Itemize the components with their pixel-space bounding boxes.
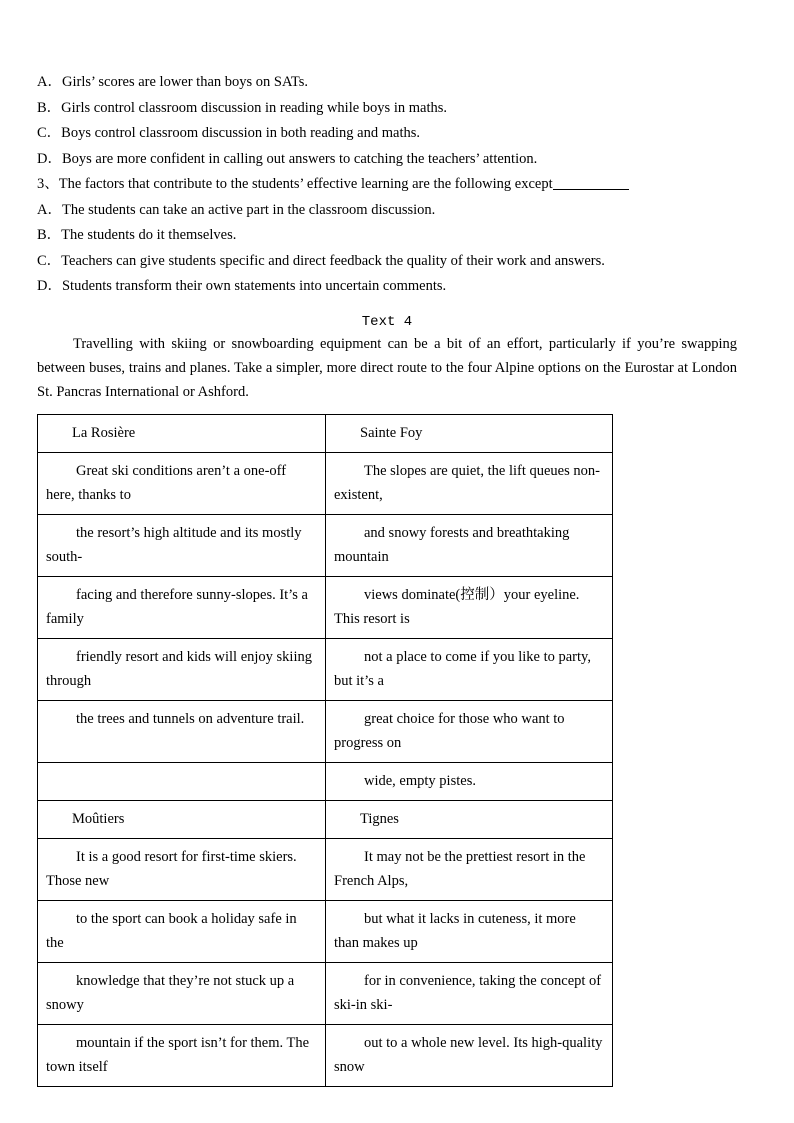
cell-text: and snowy forests and breathtaking mountain	[334, 524, 570, 565]
question-text: Teachers can give students specific and direct feedback the quality of their work and answers.	[61, 252, 605, 269]
question-text: Boys control classroom discussion in both reading and maths.	[61, 125, 421, 141]
cell-text: the trees and tunnels on adventure trail.	[76, 710, 305, 727]
table-cell-right	[326, 576, 613, 638]
cell-text: the resort’s high altitude and its mostly south-	[46, 524, 302, 565]
cell-text: for in convenience, taking the concept of ski-in ski-	[334, 972, 602, 1013]
table-row	[38, 452, 613, 514]
table-row	[38, 762, 613, 800]
cell-text: La Rosière	[72, 424, 136, 441]
table-cell-left	[38, 452, 326, 514]
table-row	[38, 800, 613, 838]
question-text: The factors that contribute to the students’ effective learning are the following except	[58, 176, 553, 192]
question-line	[37, 70, 737, 96]
question-text: Girls’ scores are lower than boys on SATs.	[61, 74, 308, 90]
cell-text: friendly resort and kids will enjoy skiing through	[46, 648, 312, 689]
table-cell-right	[326, 514, 613, 576]
table-cell-right	[326, 414, 613, 452]
table-cell-right	[326, 900, 613, 962]
cell-text: mountain if the sport isn’t for them. The town itself	[46, 1034, 310, 1075]
cell-text: but what it lacks in cuteness, it more than makes up	[334, 910, 576, 951]
table-cell-right	[326, 452, 613, 514]
text-section-paragraph: Travelling with skiing or snowboarding equipment can be a bit of an effort, particularly if you’re swapping between buses, trains and planes. Take a simpler, more direct route to the four Alpine options on the Eurostar at London St. Pancras International or Ashford.	[37, 335, 737, 400]
question-label: A．	[37, 201, 62, 218]
question-list	[37, 70, 737, 300]
text-section-heading: Text 4	[361, 313, 413, 330]
cell-text: Great ski conditions aren’t a one-off here, thanks to	[46, 462, 287, 503]
table-cell-left	[38, 962, 326, 1024]
question-label: A．	[37, 74, 62, 90]
cell-text: The slopes are quiet, the lift queues non-existent,	[334, 462, 600, 503]
table-row	[38, 638, 613, 700]
question-line	[37, 249, 737, 275]
table-cell-right	[326, 700, 613, 762]
table-cell-left	[38, 576, 326, 638]
question-label: 3、	[37, 176, 59, 192]
table-cell-left	[38, 800, 326, 838]
cell-text: facing and therefore sunny-slopes. It’s a family	[46, 586, 308, 627]
question-text: The students do it themselves.	[61, 227, 237, 243]
table-cell-right	[326, 762, 613, 800]
table-cell-left	[38, 838, 326, 900]
question-text: The students can take an active part in the classroom discussion.	[61, 201, 436, 218]
cell-text: to the sport can book a holiday safe in the	[46, 910, 297, 951]
question-label: B．	[37, 227, 62, 243]
table-row	[38, 700, 613, 762]
question-line	[37, 172, 737, 198]
table-cell-left	[38, 514, 326, 576]
table-cell-left	[38, 638, 326, 700]
table-row	[38, 962, 613, 1024]
table-row	[38, 514, 613, 576]
question-line	[37, 223, 737, 249]
question-label: C．	[37, 252, 62, 269]
cell-text: Sainte Foy	[360, 424, 423, 441]
table-cell-left	[38, 1024, 326, 1086]
cell-text: It may not be the prettiest resort in the French Alps,	[334, 848, 586, 889]
table-row	[38, 414, 613, 452]
question-label: D．	[37, 150, 62, 167]
table-cell-right	[326, 838, 613, 900]
question-label: C．	[37, 125, 62, 141]
table-row	[38, 838, 613, 900]
cell-text: not a place to come if you like to party, but it’s a	[334, 648, 591, 689]
table-cell-left	[38, 900, 326, 962]
question-line	[37, 121, 737, 147]
question-line	[37, 96, 737, 122]
table-cell-left	[38, 414, 326, 452]
cell-text: great choice for those who want to progress on	[334, 710, 565, 751]
question-text: Girls control classroom discussion in reading while boys in maths.	[61, 99, 447, 116]
resorts-table	[37, 414, 613, 1087]
question-line	[37, 274, 737, 300]
table-cell-right	[326, 1024, 613, 1086]
table-cell-right	[326, 962, 613, 1024]
question-label: D．	[37, 278, 62, 294]
table-row	[38, 576, 613, 638]
table-row	[38, 1024, 613, 1086]
question-label: B．	[37, 99, 62, 116]
question-line	[37, 147, 737, 173]
cell-text: Tignes	[360, 810, 399, 827]
question-text: Students transform their own statements into uncertain comments.	[61, 278, 447, 294]
table-cell-right	[326, 800, 613, 838]
cell-text: out to a whole new level. Its high-quality snow	[334, 1034, 603, 1075]
cell-text: views dominate(控制）your eyeline. This resort is	[334, 586, 580, 627]
cell-text: It is a good resort for first-time skiers. Those new	[46, 848, 297, 889]
question-line	[37, 198, 737, 224]
table-cell-right	[326, 638, 613, 700]
cell-text: Moûtiers	[72, 810, 125, 827]
table-cell-left	[38, 700, 326, 762]
table-cell-left	[38, 762, 326, 800]
cell-text: wide, empty pistes.	[364, 772, 476, 789]
cell-text: knowledge that they’re not stuck up a snowy	[46, 972, 295, 1013]
table-row	[38, 900, 613, 962]
question-text: Boys are more confident in calling out answers to catching the teachers’ attention.	[61, 150, 538, 167]
answer-blank[interactable]	[553, 189, 629, 190]
